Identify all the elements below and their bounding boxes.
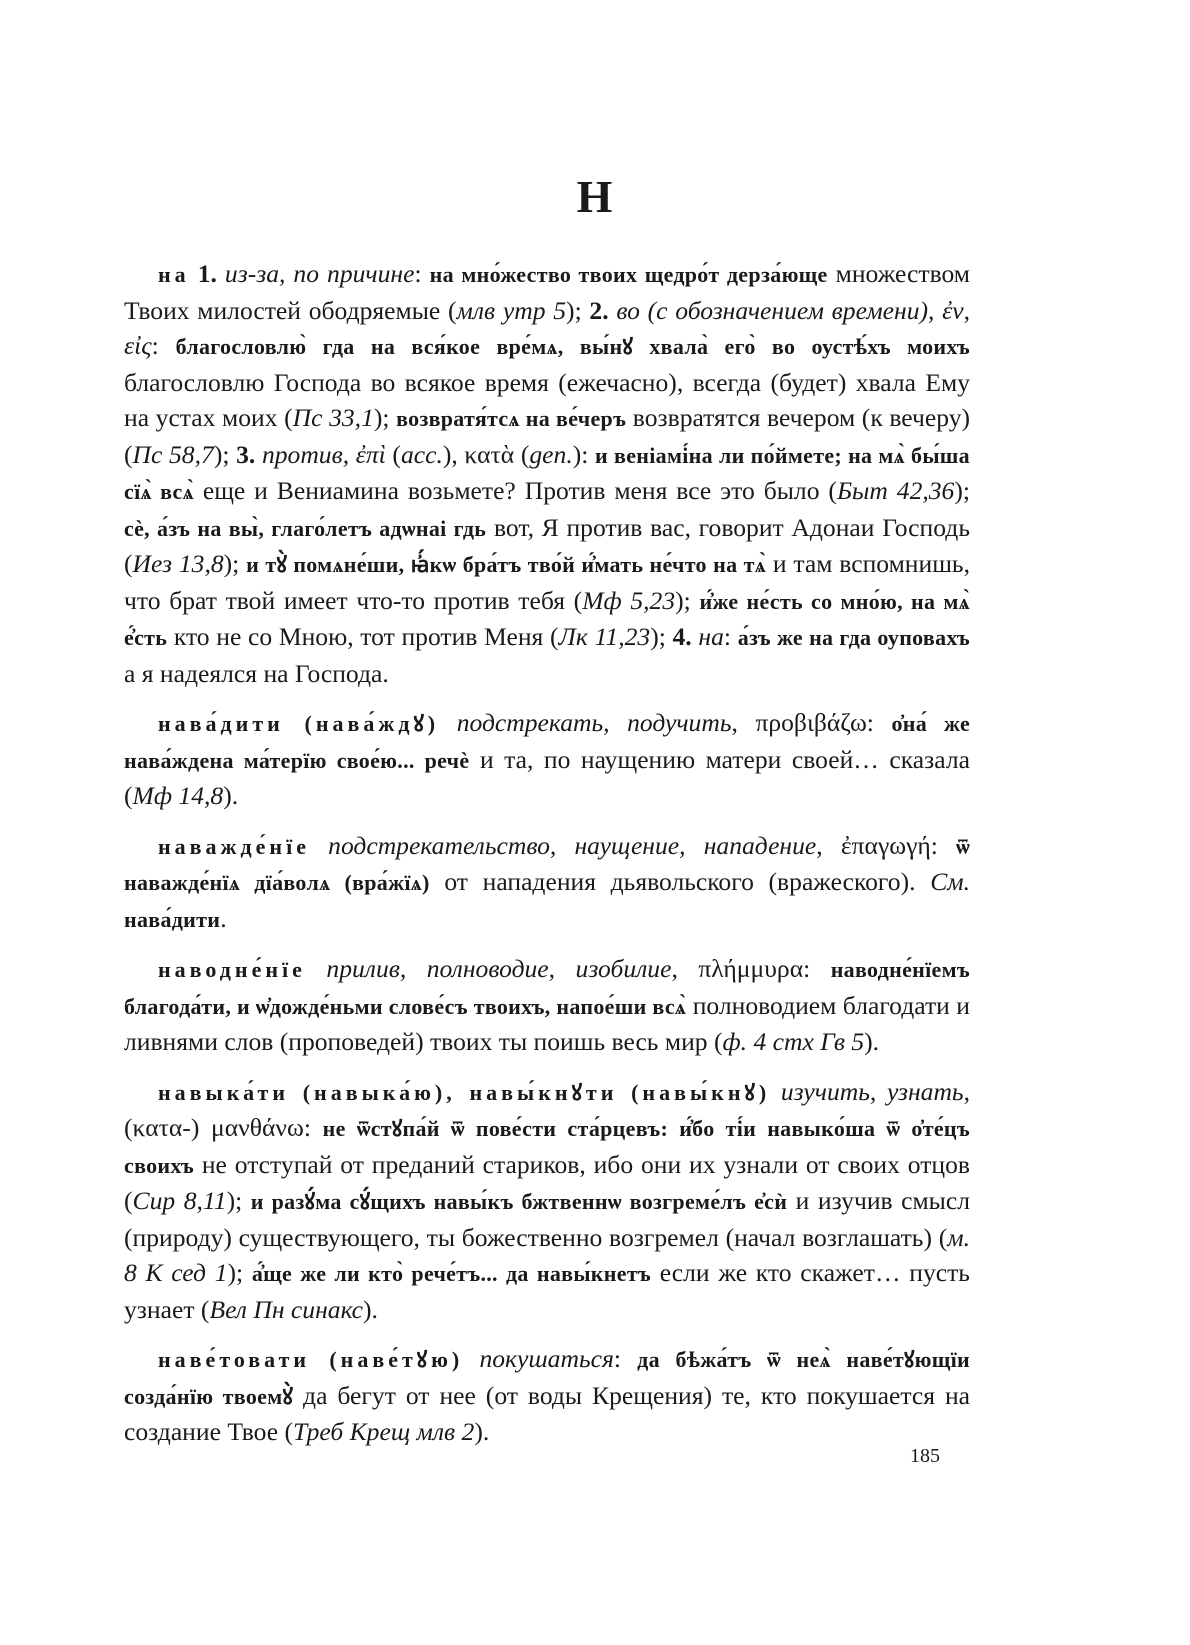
entry-text: ). [223, 781, 239, 810]
church-slavonic-quote: возвратя́тсѧ на ве́черъ [396, 406, 627, 431]
italic-gloss: См. [930, 867, 970, 896]
entry-text: . [220, 903, 227, 933]
church-slavonic-quote: и веніамі́на ли по́ймете; на мѧ̀ бы́ша сїѧ̀ всѧ̀ [124, 442, 970, 504]
italic-gloss: gen. [529, 439, 573, 469]
entry-headword: наве́товати (наве́тꙋю) [158, 1347, 464, 1372]
entry-text: еще и Вениамина возьмете? Против меня все это было ( [193, 476, 837, 505]
entry-text: ); [227, 1258, 252, 1287]
dictionary-entry [124, 1074, 970, 1328]
italic-gloss: из-за, по причине [224, 259, 415, 288]
dictionary-entry [124, 705, 970, 814]
italic-gloss: покушаться [479, 1344, 614, 1373]
entry-text: ); [566, 295, 590, 325]
church-slavonic-quote: наводне́нїемъ благода́ти, и ѡ҆дожде́ньми слове́съ твоихъ, напое́ши всѧ̀ [124, 957, 970, 1019]
italic-gloss: подстрекать, подучить [456, 708, 732, 737]
italic-gloss: Пс 58,7 [132, 439, 214, 469]
italic-gloss: Мф 5,23 [582, 585, 676, 615]
entry-text: : [151, 331, 176, 360]
entry-text: , ἐπαγωγή: [816, 830, 957, 860]
entry-text: : [414, 259, 430, 288]
italic-gloss: против, ἐπὶ [261, 439, 386, 469]
italic-gloss: Вел Пн синакс [209, 1294, 363, 1324]
entry-text: да бегут от нее (от воды Крещения) те, кто покушается на создание Твое ( [124, 1380, 970, 1446]
sense-number: 1. [189, 259, 225, 288]
dictionary-entry [124, 256, 970, 691]
italic-gloss: ф. 4 стх Гв 5 [722, 1027, 865, 1056]
entry-text: а я надеялся на Господа. [124, 658, 389, 688]
entry-text: ); [213, 439, 237, 469]
entry-text: ); [675, 585, 700, 615]
church-slavonic-quote: благословлю̀ гда на вся́кое вре́мѧ, вы́нꙋ хвала̀ его̀ во оустѣ́хъ моихъ [175, 334, 970, 359]
entry-text: ): [572, 439, 596, 469]
entry-text: если же кто скажет… пусть узнает ( [124, 1258, 970, 1324]
entry-text: ). [474, 1417, 490, 1446]
entry-text: ); [223, 549, 247, 578]
italic-gloss: Сир 8,11 [132, 1186, 227, 1215]
church-slavonic-quote: и҆́же не́сть со мно́ю, на мѧ̀ е҆́сть [124, 588, 970, 650]
italic-gloss: Пс 33,1 [292, 403, 374, 432]
entry-text: благословлю Господа во всякое время (ежечасно), всегда (будет) хвала Ему на устах моих ( [124, 367, 970, 432]
church-slavonic-quote: ѿ наважде́нїѧ дїа́волѧ (вра́жїѧ) [124, 833, 970, 895]
dictionary-entry [124, 1341, 970, 1450]
entry-text: ). [864, 1027, 880, 1056]
section-letter-heading: Н [576, 171, 614, 222]
italic-gloss: Треб Крещ млв 2 [293, 1417, 475, 1446]
entry-text: множеством Твоих милостей ободряемые ( [124, 259, 970, 325]
church-slavonic-quote: сѐ, а́зъ на вы̀, глаго́летъ адѡнаі гдь [124, 515, 487, 541]
entry-text: ), κατὰ ( [442, 439, 530, 469]
entry-headword: наводне́нїе [158, 957, 306, 982]
entry-text: : [613, 1344, 638, 1373]
italic-gloss: acc. [400, 439, 443, 469]
entry-text [310, 831, 328, 860]
entry-text: и изучив смысл (природу) существующего, ты божественно возгремел (начал возглашать) ( [124, 1186, 970, 1252]
entry-text [255, 440, 262, 469]
entry-text: ); [373, 403, 397, 432]
sense-number: 2. [589, 295, 609, 325]
page-number: 185 [910, 1445, 940, 1467]
church-slavonic-quote: а́зъ же на гда оуповахъ [737, 625, 970, 650]
italic-gloss: во (с обозначением времени), ἐν, εἰς [124, 295, 970, 360]
church-slavonic-quote: не ѿстꙋпа́й ѿ пове́сти ста́рцевъ: и҆́бо ті́и навыко́ша ѿ о҆те́цъ своихъ [124, 1116, 970, 1178]
entry-text: ); [226, 1186, 251, 1215]
entry-text: возвратятся вечером (к вечеру) ( [124, 403, 971, 469]
church-slavonic-quote: и разꙋ́ма сꙋ́щихъ навы́къ бжтвеннѡ возгреме́лъ е҆сѝ [250, 1189, 788, 1214]
sense-number: 4. [672, 622, 692, 651]
entry-text: , προβιβάζω: [731, 708, 892, 737]
entry-text: не отступай от преданий стариков, ибо они их узнали от своих отцов ( [124, 1149, 970, 1215]
entry-text: ); [650, 622, 673, 651]
entry-headword: на [158, 262, 190, 287]
entry-text: полноводием благодати и ливнями слов (проповедей) твоих ты поишь весь мир ( [124, 990, 970, 1056]
italic-gloss: млв утр 5 [456, 295, 567, 325]
entry-text [770, 1077, 781, 1106]
sense-number: 3. [236, 439, 256, 469]
dictionary-entry [124, 951, 970, 1060]
entry-text: и там вспомнишь, что брат твой имеет что-то против тебя ( [124, 549, 970, 615]
italic-gloss: м. 8 К сед 1 [124, 1222, 970, 1287]
italic-gloss: Мф 14,8 [132, 781, 224, 810]
church-slavonic-quote: о҆на́ же нава́ждена ма́терїю свое́ю... речѐ [124, 711, 971, 773]
entry-text: вот, Я против вас, говорит Адонаи Господь ( [124, 512, 970, 578]
entry-text [306, 954, 326, 983]
italic-gloss: подстрекательство, наущение, нападение [328, 830, 817, 860]
church-slavonic-quote: на мно́жество твоих щедро́т дерза́юще [429, 262, 828, 287]
italic-gloss: на [698, 622, 724, 651]
entry-text: ). [362, 1294, 378, 1324]
entry-text: , πλήμμυρα: [671, 954, 831, 983]
dictionary-entry [124, 828, 970, 938]
dictionary-entries [124, 256, 970, 1464]
italic-gloss: Иез 13,8 [132, 549, 224, 578]
entry-text: кто не со Мною, тот против Меня ( [167, 622, 559, 651]
italic-gloss: Лк 11,23 [558, 622, 651, 651]
entry-headword: навыка́ти (навыка́ю), навы́кнꙋти (навы́кнꙋ) [158, 1079, 771, 1105]
italic-gloss: изучить, узнать [780, 1076, 964, 1106]
italic-gloss: прилив, полноводие, изобилие [326, 954, 672, 983]
italic-gloss: Быт 42,36 [836, 476, 955, 505]
entry-text: и та, по наущению матери своей… сказала ( [124, 744, 970, 810]
entry-text [463, 1344, 479, 1373]
entry-text: : [723, 622, 738, 651]
entry-text: от нападения дьявольского (вражеского). [429, 867, 931, 896]
entry-text: ( [385, 439, 401, 469]
entry-text: ); [954, 476, 970, 505]
entry-text: , (κατα-) μανθάνω: [124, 1076, 970, 1142]
church-slavonic-quote: нава́дити [124, 906, 221, 932]
entry-text [439, 708, 457, 737]
church-slavonic-quote: а҆́ще же ли кто̀ рече́тъ... да навы́кнетъ [251, 1261, 652, 1286]
church-slavonic-quote: да бѣжа́тъ ѿ неѧ̀ наве́тꙋющїи созда́нїю твоемꙋ̀ [124, 1347, 971, 1409]
church-slavonic-quote: и тꙋ̀ помѧне́ши, ꙗ҆́кѡ бра́тъ тво́й и҆́мать не́что на тѧ̀ [246, 552, 767, 577]
entry-headword: наважде́нїе [158, 833, 310, 859]
entry-headword: нава́дити (нава́ждꙋ) [158, 711, 440, 736]
